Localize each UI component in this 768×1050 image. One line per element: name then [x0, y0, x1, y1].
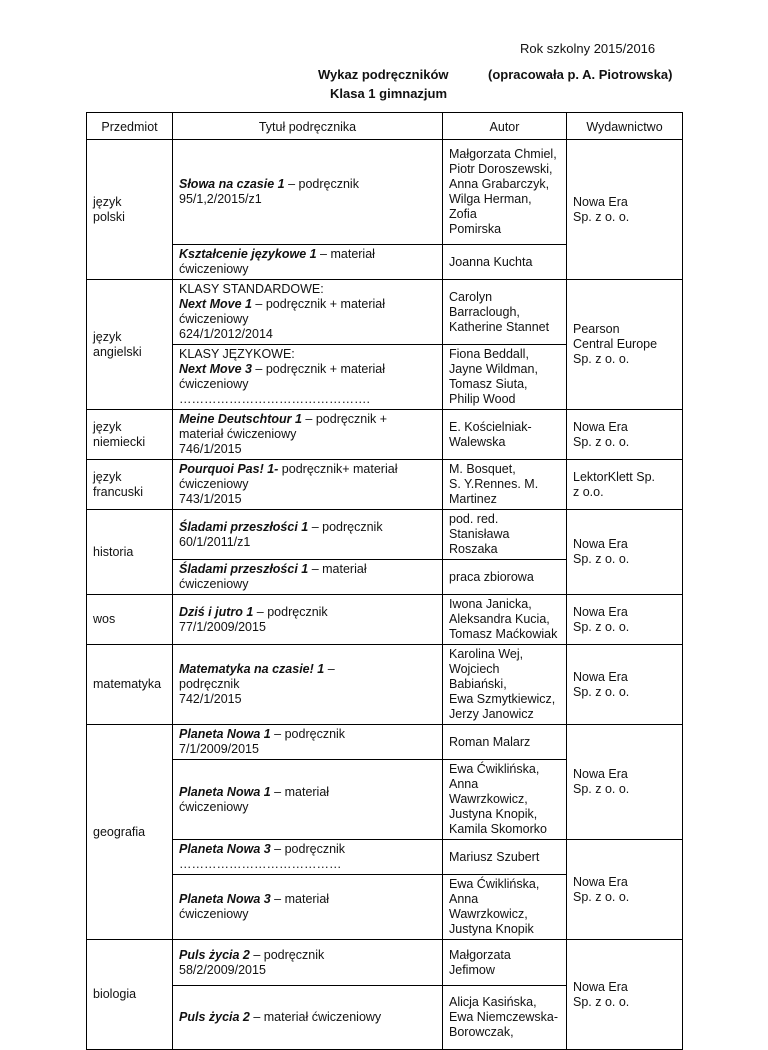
author-cell: Iwona Janicka, Aleksandra Kucia, Tomasz Maćkowiak [443, 595, 567, 645]
title-cell: Śladami przeszłości 1 – podręcznik 60/1/2011/z1 [173, 510, 443, 560]
publisher-cell: Nowa Era Sp. z o. o. [567, 940, 683, 1050]
table-row [87, 645, 683, 725]
publisher-cell: Nowa Era Sp. z o. o. [567, 725, 683, 840]
col-header-subject: Przedmiot [87, 113, 173, 140]
subject-cell: język angielski [87, 280, 173, 410]
table-row [87, 460, 683, 510]
author-cell: Ewa Ćwiklińska, Anna Wawrzkowicz, Justyna Knopik [443, 875, 567, 940]
author-cell: Joanna Kuchta [443, 245, 567, 280]
document-subtitle: Klasa 1 gimnazjum [330, 86, 448, 101]
subject-cell: wos [87, 595, 173, 645]
title-cell: Puls życia 2 – podręcznik 58/2/2009/2015 [173, 940, 443, 986]
subject-cell: matematyka [87, 645, 173, 725]
table-header-row [87, 113, 683, 140]
author-cell: E. Kościelniak- Walewska [443, 410, 567, 460]
prepared-by: (opracowała p. A. Piotrowska) [488, 67, 673, 82]
publisher-cell: Nowa Era Sp. z o. o. [567, 410, 683, 460]
title-cell: Śladami przeszłości 1 – materiał ćwiczeniowy [173, 560, 443, 595]
publisher-cell: Nowa Era Sp. z o. o. [567, 645, 683, 725]
title-cell: Planeta Nowa 1 – podręcznik 7/1/2009/2015 [173, 725, 443, 760]
publisher-cell: Pearson Central Europe Sp. z o. o. [567, 280, 683, 410]
title-cell: KLASY STANDARDOWE: Next Move 1 – podręcznik + materiał ćwiczeniowy 624/1/2012/2014 [173, 280, 443, 345]
table-row [87, 840, 683, 875]
publisher-cell: Nowa Era Sp. z o. o. [567, 510, 683, 595]
publisher-cell: LektorKlett Sp. z o.o. [567, 460, 683, 510]
title-cell: KLASY JĘZYKOWE: Next Move 3 – podręcznik + materiał ćwiczeniowy ………………………………………. [173, 345, 443, 410]
author-cell: Fiona Beddall, Jayne Wildman, Tomasz Siuta, Philip Wood [443, 345, 567, 410]
textbook-table [86, 112, 683, 1050]
subject-cell: język niemiecki [87, 410, 173, 460]
table-row [87, 510, 683, 560]
table-row [87, 595, 683, 645]
author-cell: Roman Malarz [443, 725, 567, 760]
author-cell: Alicja Kasińska, Ewa Niemczewska- Borowczak, [443, 986, 567, 1050]
school-year: Rok szkolny 2015/2016 [520, 41, 656, 56]
subject-cell: geografia [87, 725, 173, 940]
col-header-author: Autor [443, 113, 567, 140]
author-cell: Małgorzata Chmiel, Piotr Doroszewski, Anna Grabarczyk, Wilga Herman, Zofia Pomirska [443, 140, 567, 245]
author-cell: Karolina Wej, Wojciech Babiański, Ewa Szmytkiewicz, Jerzy Janowicz [443, 645, 567, 725]
table-row [87, 410, 683, 460]
table-row [87, 725, 683, 760]
author-cell: Ewa Ćwiklińska, Anna Wawrzkowicz, Justyna Knopik, Kamila Skomorko [443, 760, 567, 840]
title-cell: Planeta Nowa 3 – materiał ćwiczeniowy [173, 875, 443, 940]
subject-cell: historia [87, 510, 173, 595]
author-cell: Małgorzata Jefimow [443, 940, 567, 986]
publisher-cell: Nowa Era Sp. z o. o. [567, 595, 683, 645]
title-cell: Planeta Nowa 3 – podręcznik ………………………………… [173, 840, 443, 875]
document-title: Wykaz podręczników [318, 67, 449, 82]
subject-cell: język polski [87, 140, 173, 280]
subject-cell: język francuski [87, 460, 173, 510]
title-cell: Matematyka na czasie! 1 – podręcznik 742/1/2015 [173, 645, 443, 725]
author-cell: praca zbiorowa [443, 560, 567, 595]
publisher-cell: Nowa Era Sp. z o. o. [567, 840, 683, 940]
title-cell: Dziś i jutro 1 – podręcznik 77/1/2009/2015 [173, 595, 443, 645]
title-cell: Pourquoi Pas! 1- podręcznik+ materiał ćwiczeniowy 743/1/2015 [173, 460, 443, 510]
col-header-publisher: Wydawnictwo [567, 113, 683, 140]
author-cell: Carolyn Barraclough, Katherine Stannet [443, 280, 567, 345]
title-cell: Meine Deutschtour 1 – podręcznik + materiał ćwiczeniowy 746/1/2015 [173, 410, 443, 460]
table-row [87, 940, 683, 986]
publisher-cell: Nowa Era Sp. z o. o. [567, 140, 683, 280]
table-row [87, 280, 683, 345]
col-header-title: Tytuł podręcznika [173, 113, 443, 140]
table-row [87, 140, 683, 245]
title-cell: Kształcenie językowe 1 – materiał ćwiczeniowy [173, 245, 443, 280]
author-cell: M. Bosquet, S. Y.Rennes. M. Martinez [443, 460, 567, 510]
subject-cell: biologia [87, 940, 173, 1050]
title-cell: Puls życia 2 – materiał ćwiczeniowy [173, 986, 443, 1050]
title-cell: Planeta Nowa 1 – materiał ćwiczeniowy [173, 760, 443, 840]
title-cell: Słowa na czasie 1 – podręcznik 95/1,2/2015/z1 [173, 140, 443, 245]
author-cell: Mariusz Szubert [443, 840, 567, 875]
author-cell: pod. red. Stanisława Roszaka [443, 510, 567, 560]
